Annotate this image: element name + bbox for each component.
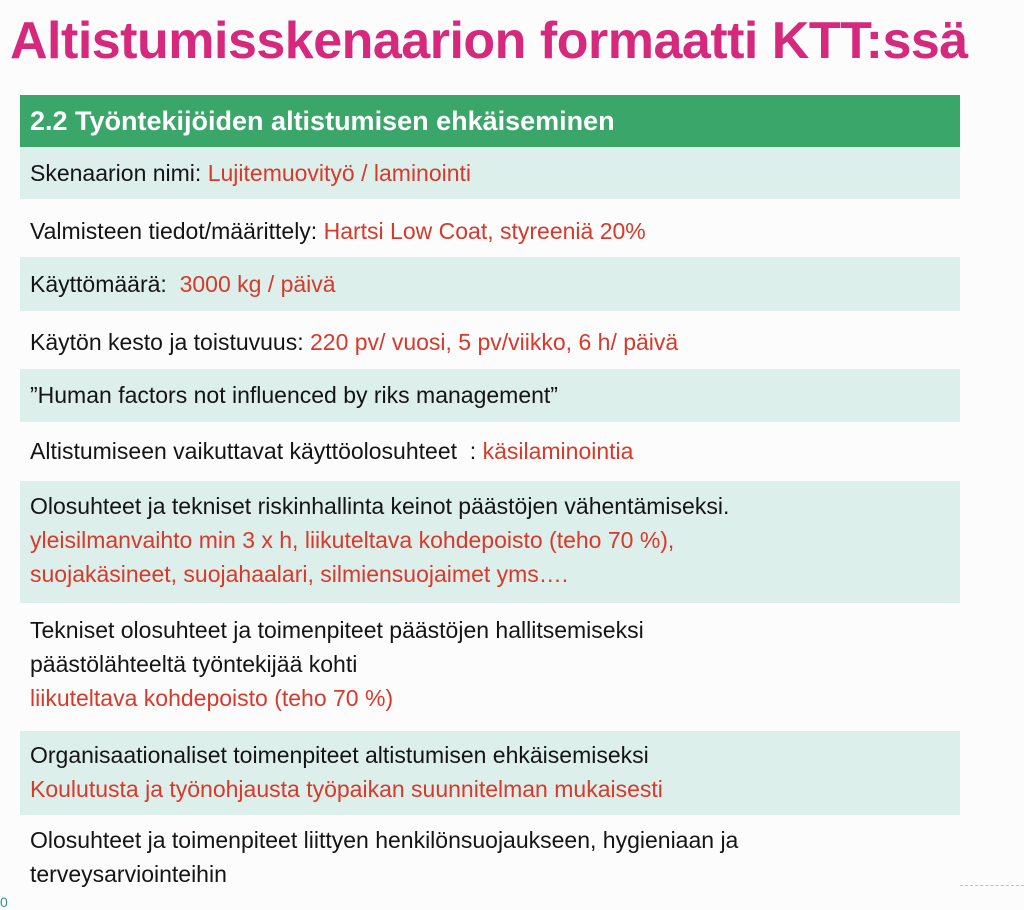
row-label: ”Human factors not influenced by riks management”: [30, 382, 558, 408]
row-value: 3000 kg / päivä: [179, 271, 336, 297]
section-header: 2.2 Työntekijöiden altistumisen ehkäiseminen: [20, 95, 960, 147]
row-value: Lujitemuovityö / laminointi: [207, 160, 472, 186]
row-label-line-2: terveysarviointeihin: [30, 861, 227, 887]
row-label: Käytön kesto ja toistuvuus:: [30, 329, 310, 355]
row-label: Valmisteen tiedot/määrittely:: [30, 218, 324, 244]
row-value: liikuteltava kohdepoisto (teho 70 %): [30, 685, 394, 711]
decorative-divider: [960, 885, 1024, 887]
row-usage-amount: [20, 257, 960, 311]
row-label: Skenaarion nimi:: [30, 160, 208, 186]
row-value-line-1: yleisilmanvaihto min 3 x h, liikuteltava kohdepoisto (teho 70 %),: [30, 527, 675, 553]
row-product-info: [20, 199, 960, 257]
scenario-table: [20, 95, 960, 887]
row-label: Käyttömäärä:: [30, 271, 180, 297]
row-organisational-measures: [20, 731, 960, 815]
row-value-line-2: suojakäsineet, suojahaalari, silmiensuojaimet yms….: [30, 561, 569, 587]
row-usage-conditions: [20, 422, 960, 481]
row-label-line-2: päästölähteeltä työntekijää kohti: [30, 651, 358, 677]
row-technical-risk-management: [20, 481, 960, 603]
row-duration-frequency: [20, 311, 960, 369]
row-label: Olosuhteet ja tekniset riskinhallinta keinot päästöjen vähentämiseksi.: [30, 493, 730, 519]
row-label: Altistumiseen vaikuttavat käyttöolosuhteet :: [30, 438, 483, 464]
row-value: Koulutusta ja työnohjausta työpaikan suunnitelman mukaisesti: [30, 776, 663, 802]
row-label-line-1: Olosuhteet ja toimenpiteet liittyen henkilönsuojaukseen, hygieniaan ja: [30, 827, 739, 853]
row-personal-protection: [20, 815, 960, 887]
row-label-line-1: Tekniset olosuhteet ja toimenpiteet päästöjen hallitsemiseksi: [30, 617, 644, 643]
row-value: Hartsi Low Coat, styreeniä 20%: [323, 218, 646, 244]
page-number: 0: [0, 894, 8, 910]
row-human-factors: [20, 369, 960, 422]
row-scenario-name: [20, 147, 960, 199]
row-value: 220 pv/ vuosi, 5 pv/viikko, 6 h/ päivä: [310, 329, 679, 355]
page-title: Altistumisskenaarion formaatti KTT:ssä: [10, 12, 968, 70]
row-value: käsilaminointia: [482, 438, 634, 464]
row-label: Organisaationaliset toimenpiteet altistumisen ehkäisemiseksi: [30, 742, 649, 768]
row-emission-control: [20, 603, 960, 731]
